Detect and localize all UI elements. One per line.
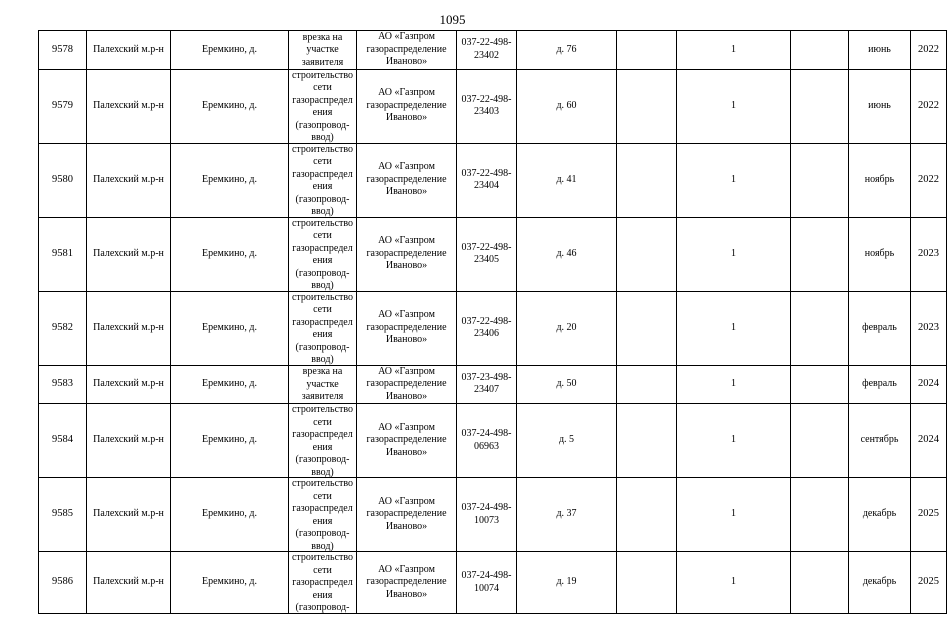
- house-number-cell: д. 50: [517, 365, 617, 404]
- table-row: [39, 552, 947, 614]
- table-row: [39, 404, 947, 478]
- count-cell: 1: [677, 404, 791, 478]
- work-type-text: строительство сети газораспределения (газопровод-ввод): [291, 217, 354, 291]
- count-cell: 1: [677, 217, 791, 291]
- table-row: [39, 478, 947, 552]
- count-cell: 1: [677, 143, 791, 217]
- month-cell: июнь: [849, 31, 911, 70]
- locality-cell: Еремкино, д.: [171, 478, 289, 552]
- work-type-text: врезка на участке заявителя: [301, 31, 344, 68]
- house-number-cell: д. 46: [517, 217, 617, 291]
- count-cell: 1: [677, 365, 791, 404]
- application-code-cell: 037-23-498-23407: [457, 365, 517, 404]
- work-type-cell: [289, 217, 357, 291]
- empty-cell: [617, 291, 677, 365]
- district-cell: Палехский м.р-н: [87, 143, 171, 217]
- registry-table: [38, 30, 947, 614]
- district-cell: Палехский м.р-н: [87, 291, 171, 365]
- empty-cell: [791, 365, 849, 404]
- month-cell: февраль: [849, 291, 911, 365]
- table-row: [39, 291, 947, 365]
- year-cell: 2025: [911, 552, 947, 614]
- application-code-cell: 037-22-498-23404: [457, 143, 517, 217]
- organization-cell: АО «Газпром газораспределение Иваново»: [357, 365, 457, 404]
- application-code-cell: 037-22-498-23405: [457, 217, 517, 291]
- year-cell: 2025: [911, 478, 947, 552]
- row-id-cell: 9581: [39, 217, 87, 291]
- empty-cell: [617, 143, 677, 217]
- empty-cell: [617, 365, 677, 404]
- empty-cell: [791, 404, 849, 478]
- count-cell: 1: [677, 552, 791, 614]
- row-id-cell: 9586: [39, 552, 87, 614]
- table-row: [39, 143, 947, 217]
- month-cell: ноябрь: [849, 143, 911, 217]
- organization-cell: АО «Газпром газораспределение Иваново»: [357, 143, 457, 217]
- house-number-cell: д. 19: [517, 552, 617, 614]
- table-row: [39, 31, 947, 70]
- district-cell: Палехский м.р-н: [87, 217, 171, 291]
- district-cell: Палехский м.р-н: [87, 69, 171, 143]
- empty-cell: [791, 291, 849, 365]
- year-cell: 2022: [911, 69, 947, 143]
- organization-cell: АО «Газпром газораспределение Иваново»: [357, 69, 457, 143]
- row-id-cell: 9584: [39, 404, 87, 478]
- work-type-cell: [289, 365, 357, 404]
- month-cell: июнь: [849, 69, 911, 143]
- row-id-cell: 9580: [39, 143, 87, 217]
- empty-cell: [617, 217, 677, 291]
- empty-cell: [617, 478, 677, 552]
- work-type-cell: [289, 143, 357, 217]
- empty-cell: [617, 69, 677, 143]
- table-row: [39, 217, 947, 291]
- house-number-cell: д. 76: [517, 31, 617, 70]
- table-row: [39, 69, 947, 143]
- row-id-cell: 9579: [39, 69, 87, 143]
- page-number: 1095: [439, 12, 466, 27]
- application-code-cell: 037-24-498-10073: [457, 478, 517, 552]
- district-cell: Палехский м.р-н: [87, 478, 171, 552]
- row-id-cell: 9585: [39, 478, 87, 552]
- empty-cell: [791, 552, 849, 614]
- month-cell: декабрь: [849, 478, 911, 552]
- house-number-cell: д. 5: [517, 404, 617, 478]
- row-id-cell: 9582: [39, 291, 87, 365]
- locality-cell: Еремкино, д.: [171, 404, 289, 478]
- work-type-text: строительство сети газораспределения (газопровод-ввод): [291, 478, 354, 552]
- locality-cell: Еремкино, д.: [171, 31, 289, 70]
- empty-cell: [617, 552, 677, 614]
- locality-cell: Еремкино, д.: [171, 69, 289, 143]
- work-type-text: строительство сети газораспределения (газопровод-: [291, 552, 354, 613]
- work-type-cell: [289, 552, 357, 614]
- count-cell: 1: [677, 478, 791, 552]
- locality-cell: Еремкино, д.: [171, 552, 289, 614]
- empty-cell: [791, 143, 849, 217]
- locality-cell: Еремкино, д.: [171, 217, 289, 291]
- locality-cell: Еремкино, д.: [171, 365, 289, 404]
- empty-cell: [617, 31, 677, 70]
- year-cell: 2022: [911, 143, 947, 217]
- year-cell: 2024: [911, 365, 947, 404]
- district-cell: Палехский м.р-н: [87, 365, 171, 404]
- year-cell: 2024: [911, 404, 947, 478]
- row-id-cell: 9583: [39, 365, 87, 404]
- work-type-cell: [289, 404, 357, 478]
- house-number-cell: д. 60: [517, 69, 617, 143]
- year-cell: 2022: [911, 31, 947, 70]
- empty-cell: [617, 404, 677, 478]
- year-cell: 2023: [911, 217, 947, 291]
- locality-cell: Еремкино, д.: [171, 143, 289, 217]
- work-type-text: строительство сети газораспределения (газопровод-ввод): [291, 143, 354, 217]
- work-type-cell: [289, 31, 357, 70]
- organization-cell: АО «Газпром газораспределение Иваново»: [357, 404, 457, 478]
- application-code-cell: 037-22-498-23403: [457, 69, 517, 143]
- house-number-cell: д. 41: [517, 143, 617, 217]
- application-code-cell: 037-24-498-06963: [457, 404, 517, 478]
- work-type-text: строительство сети газораспределения (газопровод-ввод): [291, 404, 354, 478]
- year-cell: 2023: [911, 291, 947, 365]
- empty-cell: [791, 217, 849, 291]
- work-type-cell: [289, 478, 357, 552]
- application-code-cell: 037-22-498-23402: [457, 31, 517, 70]
- count-cell: 1: [677, 31, 791, 70]
- work-type-text: врезка на участке заявителя: [301, 366, 344, 403]
- work-type-cell: [289, 291, 357, 365]
- organization-cell: АО «Газпром газораспределение Иваново»: [357, 552, 457, 614]
- row-id-cell: 9578: [39, 31, 87, 70]
- empty-cell: [791, 478, 849, 552]
- work-type-cell: [289, 69, 357, 143]
- application-code-cell: 037-22-498-23406: [457, 291, 517, 365]
- locality-cell: Еремкино, д.: [171, 291, 289, 365]
- work-type-text: строительство сети газораспределения (газопровод-ввод): [291, 69, 354, 143]
- month-cell: февраль: [849, 365, 911, 404]
- organization-cell: АО «Газпром газораспределение Иваново»: [357, 217, 457, 291]
- empty-cell: [791, 69, 849, 143]
- count-cell: 1: [677, 69, 791, 143]
- work-type-text: строительство сети газораспределения (газопровод-ввод): [291, 291, 354, 365]
- month-cell: сентябрь: [849, 404, 911, 478]
- month-cell: ноябрь: [849, 217, 911, 291]
- table-row: [39, 365, 947, 404]
- organization-cell: АО «Газпром газораспределение Иваново»: [357, 291, 457, 365]
- house-number-cell: д. 20: [517, 291, 617, 365]
- application-code-cell: 037-24-498-10074: [457, 552, 517, 614]
- empty-cell: [791, 31, 849, 70]
- organization-cell: АО «Газпром газораспределение Иваново»: [357, 478, 457, 552]
- count-cell: 1: [677, 291, 791, 365]
- organization-cell: АО «Газпром газораспределение Иваново»: [357, 31, 457, 70]
- house-number-cell: д. 37: [517, 478, 617, 552]
- district-cell: Палехский м.р-н: [87, 552, 171, 614]
- district-cell: Палехский м.р-н: [87, 404, 171, 478]
- month-cell: декабрь: [849, 552, 911, 614]
- district-cell: Палехский м.р-н: [87, 31, 171, 70]
